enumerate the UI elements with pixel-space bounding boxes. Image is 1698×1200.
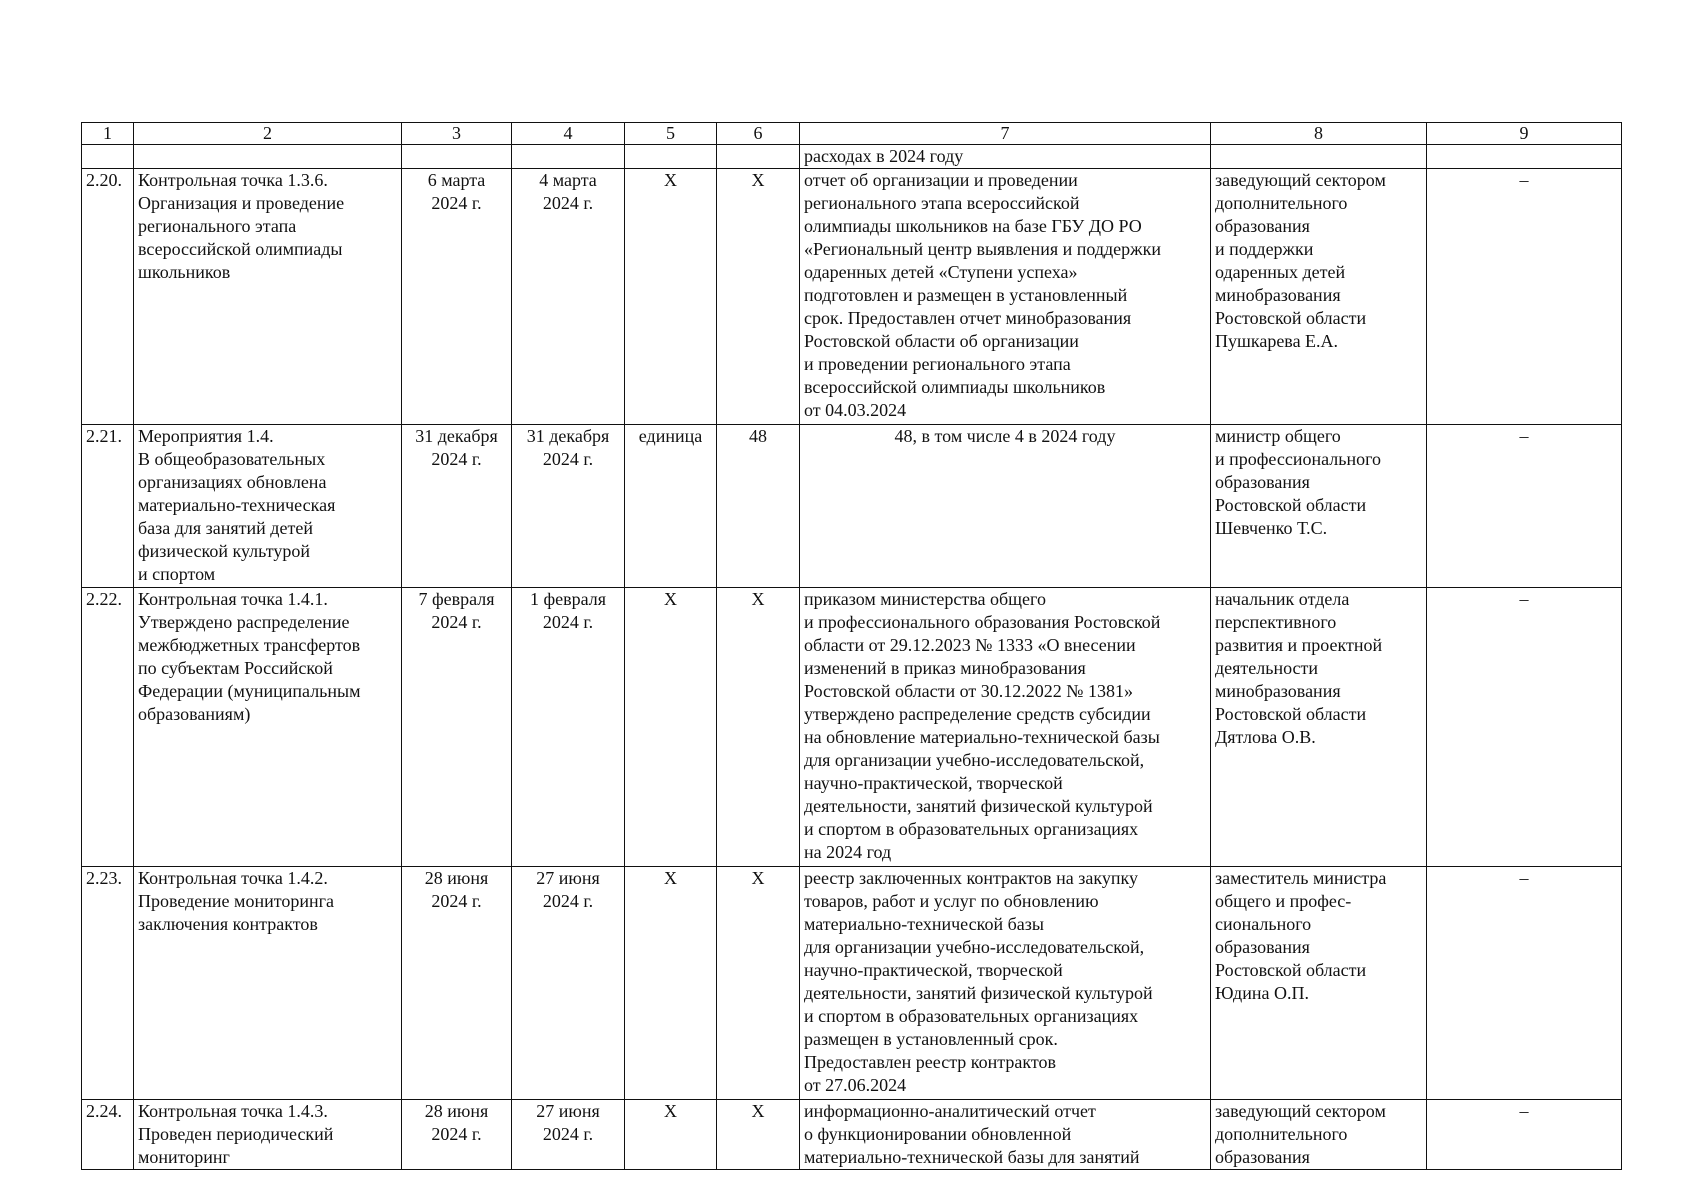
table-row — [82, 588, 1622, 867]
responsible-cell: заместитель министра общего и профес- сионального образования Ростовской области Юдина О.П. — [1211, 867, 1427, 1100]
fact-date: 31 декабря 2024 г. — [512, 425, 625, 588]
responsible-cell: заведующий сектором дополнительного образования и поддержки одаренных детей минобразования Ростовской области Пушкарева Е.А. — [1211, 169, 1427, 425]
fact-date: 1 февраля 2024 г. — [512, 588, 625, 867]
unit: X — [625, 867, 717, 1100]
fact-date: 27 июня 2024 г. — [512, 1100, 625, 1170]
unit: X — [625, 588, 717, 867]
responsible-cell: заведующий сектором дополнительного образования — [1211, 1100, 1427, 1170]
plan-date: 31 декабря 2024 г. — [402, 425, 512, 588]
row-number: 2.24. — [82, 1100, 134, 1170]
note-cell: – — [1427, 867, 1622, 1100]
note-cell: – — [1427, 425, 1622, 588]
column-number: 3 — [402, 123, 512, 145]
column-number: 2 — [134, 123, 402, 145]
responsible-cell: начальник отдела перспективного развития и проектной деятельности минобразования Ростовской области Дятлова О.В. — [1211, 588, 1427, 867]
column-number: 7 — [800, 123, 1211, 145]
fact-date: 27 июня 2024 г. — [512, 867, 625, 1100]
activity-name: Контрольная точка 1.4.2. Проведение мониторинга заключения контрактов — [134, 867, 402, 1100]
column-number: 8 — [1211, 123, 1427, 145]
table-row — [82, 169, 1622, 425]
row-number: 2.20. — [82, 169, 134, 425]
plan-date: 7 февраля 2024 г. — [402, 588, 512, 867]
column-number: 1 — [82, 123, 134, 145]
row-number: 2.22. — [82, 588, 134, 867]
result-cell: информационно-аналитический отчет о функционировании обновленной материально-технической базы для занятий — [800, 1100, 1211, 1170]
table-row — [82, 867, 1622, 1100]
plan-date: 28 июня 2024 г. — [402, 1100, 512, 1170]
result-cell: приказом министерства общего и профессионального образования Ростовской области от 29.12.2023 № 1333 «О внесении изменений в приказ минобразования Ростовской области от 30.12.2022 № 1381» утверждено распределение средств субсидии на обновление материально-технической базы для организации учебно-исследовательской, научно-практической, творческой деятельности, занятий физической культурой и спортом в образовательных организациях на 2024 год — [800, 588, 1211, 867]
note-cell: – — [1427, 1100, 1622, 1170]
value: X — [717, 588, 800, 867]
result-cell: реестр заключенных контрактов на закупку товаров, работ и услуг по обновлению материально-технической базы для организации учебно-исследовательской, научно-практической, творческой деятельности, занятий физической культурой и спортом в образовательных организациях размещен в установленный срок. Предоставлен реестр контрактов от 27.06.2024 — [800, 867, 1211, 1100]
fact-date: 4 марта 2024 г. — [512, 169, 625, 425]
value: X — [717, 867, 800, 1100]
continuation-row — [82, 145, 1622, 169]
column-number: 5 — [625, 123, 717, 145]
table-row — [82, 1100, 1622, 1170]
value: X — [717, 169, 800, 425]
plan-date: 28 июня 2024 г. — [402, 867, 512, 1100]
note-cell: – — [1427, 588, 1622, 867]
activity-name: Контрольная точка 1.3.6. Организация и проведение регионального этапа всероссийской олимпиады школьников — [134, 169, 402, 425]
report-table — [81, 122, 1622, 1170]
document-page — [81, 122, 1621, 1170]
activity-name: Мероприятия 1.4. В общеобразовательных организациях обновлена материально-техническая база для занятий детей физической культурой и спортом — [134, 425, 402, 588]
value: 48 — [717, 425, 800, 588]
unit: X — [625, 1100, 717, 1170]
result-cell: 48, в том числе 4 в 2024 году — [800, 425, 1211, 588]
note-cell: – — [1427, 169, 1622, 425]
column-number-row — [82, 123, 1622, 145]
plan-date: 6 марта 2024 г. — [402, 169, 512, 425]
activity-name: Контрольная точка 1.4.3. Проведен периодический мониторинг — [134, 1100, 402, 1170]
result-cell: расходах в 2024 году — [800, 145, 1211, 169]
column-number: 9 — [1427, 123, 1622, 145]
responsible-cell: министр общего и профессионального образования Ростовской области Шевченко Т.С. — [1211, 425, 1427, 588]
activity-name: Контрольная точка 1.4.1. Утверждено распределение межбюджетных трансфертов по субъектам Российской Федерации (муниципальным образованиям) — [134, 588, 402, 867]
column-number: 4 — [512, 123, 625, 145]
value: X — [717, 1100, 800, 1170]
unit: X — [625, 169, 717, 425]
column-number: 6 — [717, 123, 800, 145]
row-number: 2.21. — [82, 425, 134, 588]
unit: единица — [625, 425, 717, 588]
table-row — [82, 425, 1622, 588]
row-number: 2.23. — [82, 867, 134, 1100]
result-cell: отчет об организации и проведении регионального этапа всероссийской олимпиады школьников на базе ГБУ ДО РО «Региональный центр выявления и поддержки одаренных детей «Ступени успеха» подготовлен и размещен в установленный срок. Предоставлен отчет минобразования Ростовской области об организации и проведении регионального этапа всероссийской олимпиады школьников от 04.03.2024 — [800, 169, 1211, 425]
